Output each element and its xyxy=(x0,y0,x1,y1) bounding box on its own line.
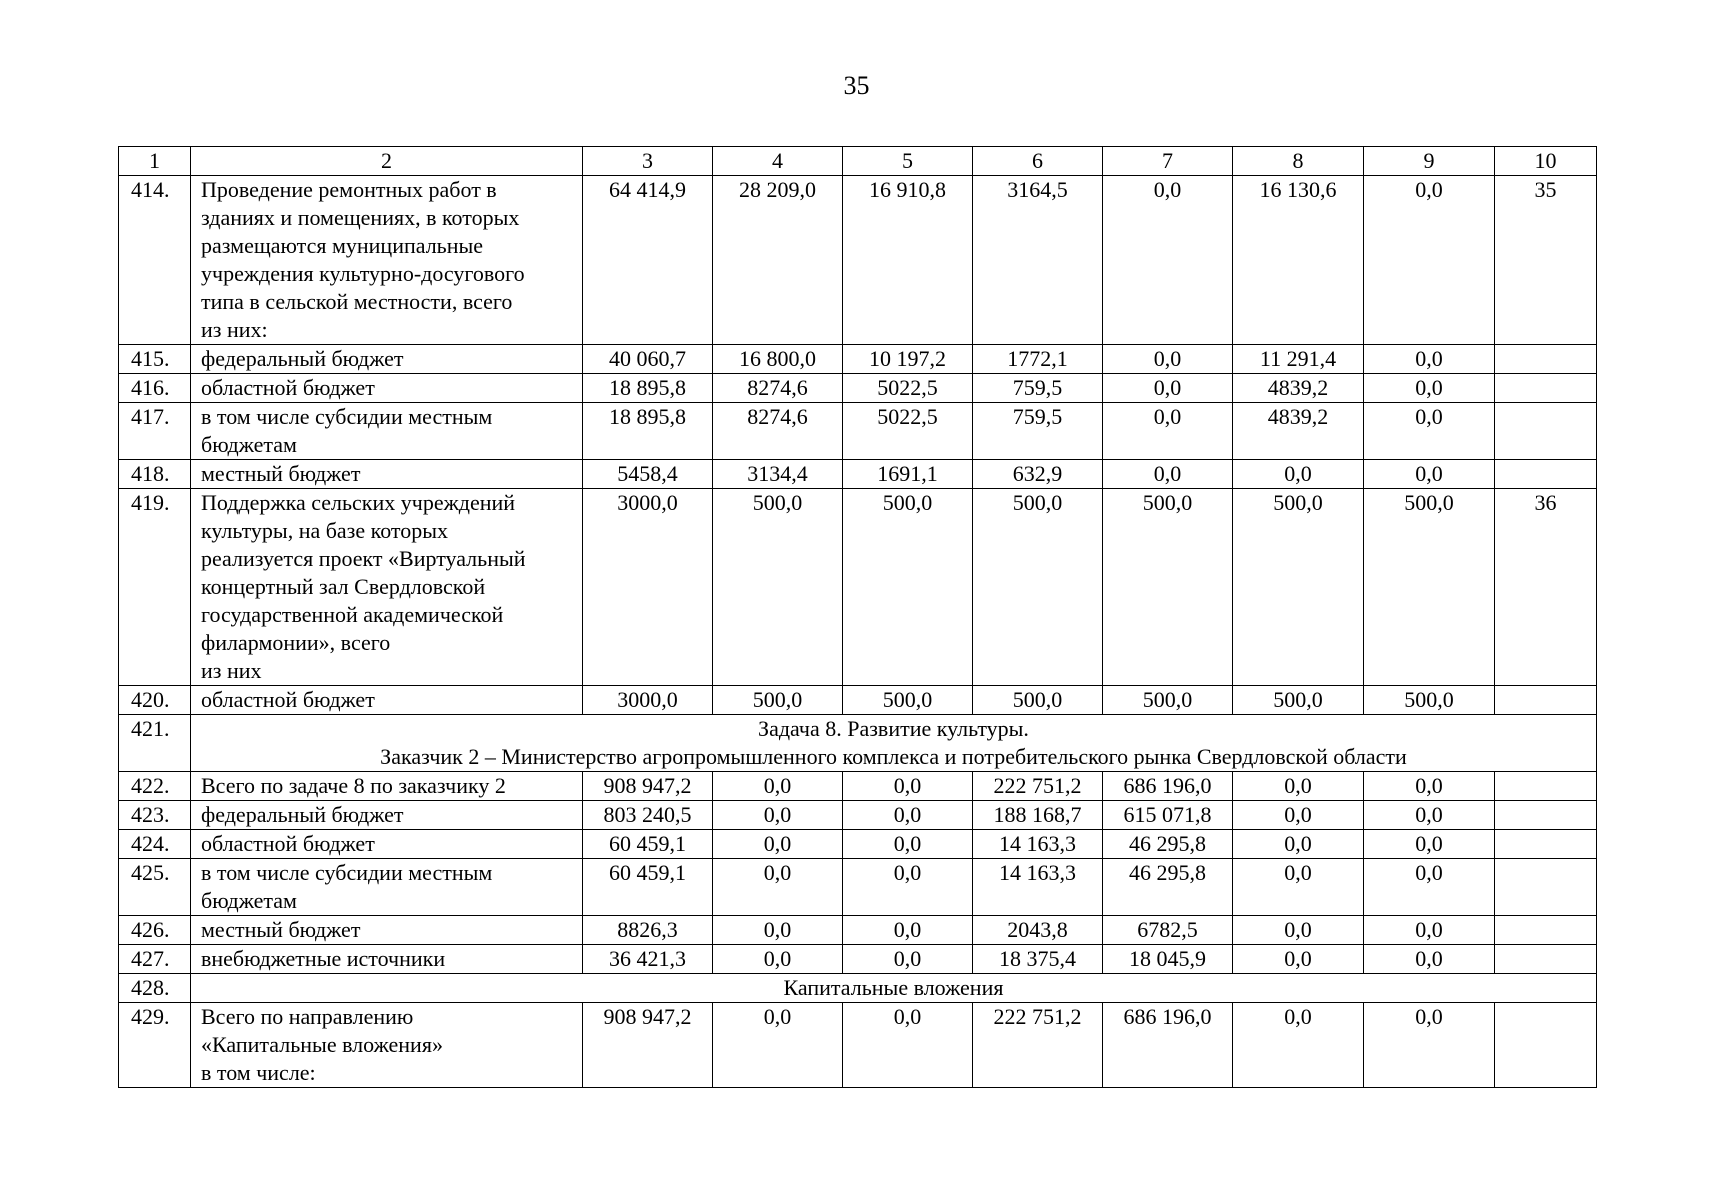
value-cell: 16 800,0 xyxy=(713,345,843,374)
column-header: 2 xyxy=(191,147,583,176)
value-cell: 64 414,9 xyxy=(583,176,713,345)
value-cell: 0,0 xyxy=(1103,176,1233,345)
row-number: 428. xyxy=(119,974,191,1003)
column-header: 3 xyxy=(583,147,713,176)
row-number: 421. xyxy=(119,715,191,772)
target-indicator-number: 36 xyxy=(1495,489,1597,686)
value-cell: 500,0 xyxy=(973,686,1103,715)
value-cell: 0,0 xyxy=(843,1003,973,1088)
value-cell: 500,0 xyxy=(973,489,1103,686)
value-cell: 0,0 xyxy=(1233,801,1364,830)
section-heading xyxy=(191,715,1597,772)
column-header: 1 xyxy=(119,147,191,176)
value-cell: 8826,3 xyxy=(583,916,713,945)
value-cell: 0,0 xyxy=(1103,374,1233,403)
value-cell: 0,0 xyxy=(1233,772,1364,801)
row-description: в том числе субсидии местным бюджетам xyxy=(191,859,583,916)
target-indicator-number xyxy=(1495,945,1597,974)
value-cell: 0,0 xyxy=(1364,460,1495,489)
value-cell: 908 947,2 xyxy=(583,772,713,801)
row-description: Поддержка сельских учреждений культуры, на базе которых реализуется проект «Виртуальный концертный зал Свердловской государственной академической филармонии», всего из них xyxy=(191,489,583,686)
value-cell: 500,0 xyxy=(1233,489,1364,686)
column-number-header-row xyxy=(119,147,1597,176)
value-cell: 0,0 xyxy=(1364,374,1495,403)
section-heading-line: Капитальные вложения xyxy=(783,975,1004,1000)
table-row xyxy=(119,830,1597,859)
value-cell: 4839,2 xyxy=(1233,374,1364,403)
table-row xyxy=(119,460,1597,489)
row-description: местный бюджет xyxy=(191,916,583,945)
row-description: федеральный бюджет xyxy=(191,345,583,374)
value-cell: 0,0 xyxy=(1233,916,1364,945)
target-indicator-number xyxy=(1495,772,1597,801)
row-description: местный бюджет xyxy=(191,460,583,489)
target-indicator-number xyxy=(1495,460,1597,489)
value-cell: 18 895,8 xyxy=(583,374,713,403)
value-cell: 8274,6 xyxy=(713,374,843,403)
table-row xyxy=(119,974,1597,1003)
value-cell: 5022,5 xyxy=(843,403,973,460)
value-cell: 500,0 xyxy=(843,686,973,715)
row-description: Всего по направлению «Капитальные вложения» в том числе: xyxy=(191,1003,583,1088)
target-indicator-number: 35 xyxy=(1495,176,1597,345)
row-number: 425. xyxy=(119,859,191,916)
value-cell: 188 168,7 xyxy=(973,801,1103,830)
value-cell: 0,0 xyxy=(1364,1003,1495,1088)
value-cell: 0,0 xyxy=(1364,772,1495,801)
row-number: 423. xyxy=(119,801,191,830)
table-row xyxy=(119,715,1597,772)
value-cell: 615 071,8 xyxy=(1103,801,1233,830)
section-heading-line: Задача 8. Развитие культуры. xyxy=(758,716,1029,741)
value-cell: 0,0 xyxy=(713,772,843,801)
value-cell: 3134,4 xyxy=(713,460,843,489)
value-cell: 3000,0 xyxy=(583,489,713,686)
value-cell: 500,0 xyxy=(1364,489,1495,686)
value-cell: 0,0 xyxy=(1364,859,1495,916)
value-cell: 11 291,4 xyxy=(1233,345,1364,374)
row-number: 424. xyxy=(119,830,191,859)
value-cell: 500,0 xyxy=(1233,686,1364,715)
row-number: 416. xyxy=(119,374,191,403)
value-cell: 36 421,3 xyxy=(583,945,713,974)
value-cell: 60 459,1 xyxy=(583,830,713,859)
column-header: 5 xyxy=(843,147,973,176)
row-number: 429. xyxy=(119,1003,191,1088)
target-indicator-number xyxy=(1495,345,1597,374)
value-cell: 0,0 xyxy=(1103,460,1233,489)
row-number: 419. xyxy=(119,489,191,686)
table-row xyxy=(119,772,1597,801)
value-cell: 0,0 xyxy=(1364,830,1495,859)
value-cell: 500,0 xyxy=(713,489,843,686)
value-cell: 0,0 xyxy=(843,801,973,830)
value-cell: 222 751,2 xyxy=(973,772,1103,801)
value-cell: 222 751,2 xyxy=(973,1003,1103,1088)
table-row xyxy=(119,489,1597,686)
section-heading xyxy=(191,974,1597,1003)
column-header: 6 xyxy=(973,147,1103,176)
target-indicator-number xyxy=(1495,801,1597,830)
target-indicator-number xyxy=(1495,403,1597,460)
value-cell: 0,0 xyxy=(713,801,843,830)
target-indicator-number xyxy=(1495,859,1597,916)
value-cell: 5022,5 xyxy=(843,374,973,403)
value-cell: 0,0 xyxy=(1233,859,1364,916)
value-cell: 0,0 xyxy=(1364,345,1495,374)
value-cell: 0,0 xyxy=(843,859,973,916)
column-header: 9 xyxy=(1364,147,1495,176)
value-cell: 0,0 xyxy=(1233,1003,1364,1088)
value-cell: 0,0 xyxy=(1233,460,1364,489)
value-cell: 16 130,6 xyxy=(1233,176,1364,345)
row-number: 418. xyxy=(119,460,191,489)
value-cell: 14 163,3 xyxy=(973,859,1103,916)
value-cell: 3164,5 xyxy=(973,176,1103,345)
row-number: 414. xyxy=(119,176,191,345)
row-description: областной бюджет xyxy=(191,686,583,715)
value-cell: 0,0 xyxy=(1364,945,1495,974)
value-cell: 1772,1 xyxy=(973,345,1103,374)
value-cell: 8274,6 xyxy=(713,403,843,460)
column-header: 4 xyxy=(713,147,843,176)
value-cell: 500,0 xyxy=(1103,489,1233,686)
target-indicator-number xyxy=(1495,686,1597,715)
value-cell: 16 910,8 xyxy=(843,176,973,345)
value-cell: 500,0 xyxy=(713,686,843,715)
value-cell: 0,0 xyxy=(1364,801,1495,830)
value-cell: 1691,1 xyxy=(843,460,973,489)
value-cell: 0,0 xyxy=(713,916,843,945)
table-row xyxy=(119,945,1597,974)
column-header: 7 xyxy=(1103,147,1233,176)
value-cell: 18 895,8 xyxy=(583,403,713,460)
page-number: 35 xyxy=(843,71,870,100)
row-description: Проведение ремонтных работ в зданиях и помещениях, в которых размещаются муниципальные учреждения культурно-досугового типа в сельской местности, всего из них: xyxy=(191,176,583,345)
value-cell: 632,9 xyxy=(973,460,1103,489)
value-cell: 500,0 xyxy=(843,489,973,686)
row-description: в том числе субсидии местным бюджетам xyxy=(191,403,583,460)
value-cell: 500,0 xyxy=(1103,686,1233,715)
value-cell: 0,0 xyxy=(1103,403,1233,460)
value-cell: 0,0 xyxy=(843,916,973,945)
value-cell: 18 045,9 xyxy=(1103,945,1233,974)
value-cell: 0,0 xyxy=(713,859,843,916)
row-description: федеральный бюджет xyxy=(191,801,583,830)
value-cell: 0,0 xyxy=(1233,830,1364,859)
row-number: 420. xyxy=(119,686,191,715)
table-row xyxy=(119,403,1597,460)
table-row xyxy=(119,374,1597,403)
target-indicator-number xyxy=(1495,830,1597,859)
value-cell: 14 163,3 xyxy=(973,830,1103,859)
target-indicator-number xyxy=(1495,1003,1597,1088)
value-cell: 46 295,8 xyxy=(1103,830,1233,859)
value-cell: 686 196,0 xyxy=(1103,772,1233,801)
section-heading-line: Заказчик 2 – Министерство агропромышленного комплекса и потребительского рынка Свердловской области xyxy=(380,744,1407,769)
target-indicator-number xyxy=(1495,916,1597,945)
row-number: 417. xyxy=(119,403,191,460)
row-description: областной бюджет xyxy=(191,830,583,859)
value-cell: 46 295,8 xyxy=(1103,859,1233,916)
value-cell: 18 375,4 xyxy=(973,945,1103,974)
value-cell: 0,0 xyxy=(1103,345,1233,374)
table-row xyxy=(119,345,1597,374)
row-number: 415. xyxy=(119,345,191,374)
table-row xyxy=(119,916,1597,945)
value-cell: 759,5 xyxy=(973,374,1103,403)
value-cell: 3000,0 xyxy=(583,686,713,715)
table-row xyxy=(119,686,1597,715)
value-cell: 0,0 xyxy=(1233,945,1364,974)
value-cell: 759,5 xyxy=(973,403,1103,460)
value-cell: 5458,4 xyxy=(583,460,713,489)
value-cell: 2043,8 xyxy=(973,916,1103,945)
value-cell: 686 196,0 xyxy=(1103,1003,1233,1088)
column-header: 10 xyxy=(1495,147,1597,176)
value-cell: 0,0 xyxy=(843,945,973,974)
column-header: 8 xyxy=(1233,147,1364,176)
value-cell: 500,0 xyxy=(1364,686,1495,715)
value-cell: 6782,5 xyxy=(1103,916,1233,945)
table-row xyxy=(119,859,1597,916)
value-cell: 0,0 xyxy=(1364,916,1495,945)
row-number: 426. xyxy=(119,916,191,945)
value-cell: 0,0 xyxy=(713,945,843,974)
row-description: внебюджетные источники xyxy=(191,945,583,974)
target-indicator-number xyxy=(1495,374,1597,403)
row-description: Всего по задаче 8 по заказчику 2 xyxy=(191,772,583,801)
value-cell: 28 209,0 xyxy=(713,176,843,345)
table-row xyxy=(119,1003,1597,1088)
value-cell: 908 947,2 xyxy=(583,1003,713,1088)
row-description: областной бюджет xyxy=(191,374,583,403)
value-cell: 0,0 xyxy=(713,830,843,859)
value-cell: 40 060,7 xyxy=(583,345,713,374)
value-cell: 60 459,1 xyxy=(583,859,713,916)
value-cell: 10 197,2 xyxy=(843,345,973,374)
table-row xyxy=(119,801,1597,830)
value-cell: 0,0 xyxy=(843,772,973,801)
value-cell: 803 240,5 xyxy=(583,801,713,830)
table-row xyxy=(119,176,1597,345)
budget-table xyxy=(118,146,1597,1088)
value-cell: 0,0 xyxy=(1364,176,1495,345)
value-cell: 0,0 xyxy=(1364,403,1495,460)
table-body xyxy=(119,176,1597,1088)
row-number: 427. xyxy=(119,945,191,974)
value-cell: 4839,2 xyxy=(1233,403,1364,460)
row-number: 422. xyxy=(119,772,191,801)
value-cell: 0,0 xyxy=(713,1003,843,1088)
value-cell: 0,0 xyxy=(843,830,973,859)
